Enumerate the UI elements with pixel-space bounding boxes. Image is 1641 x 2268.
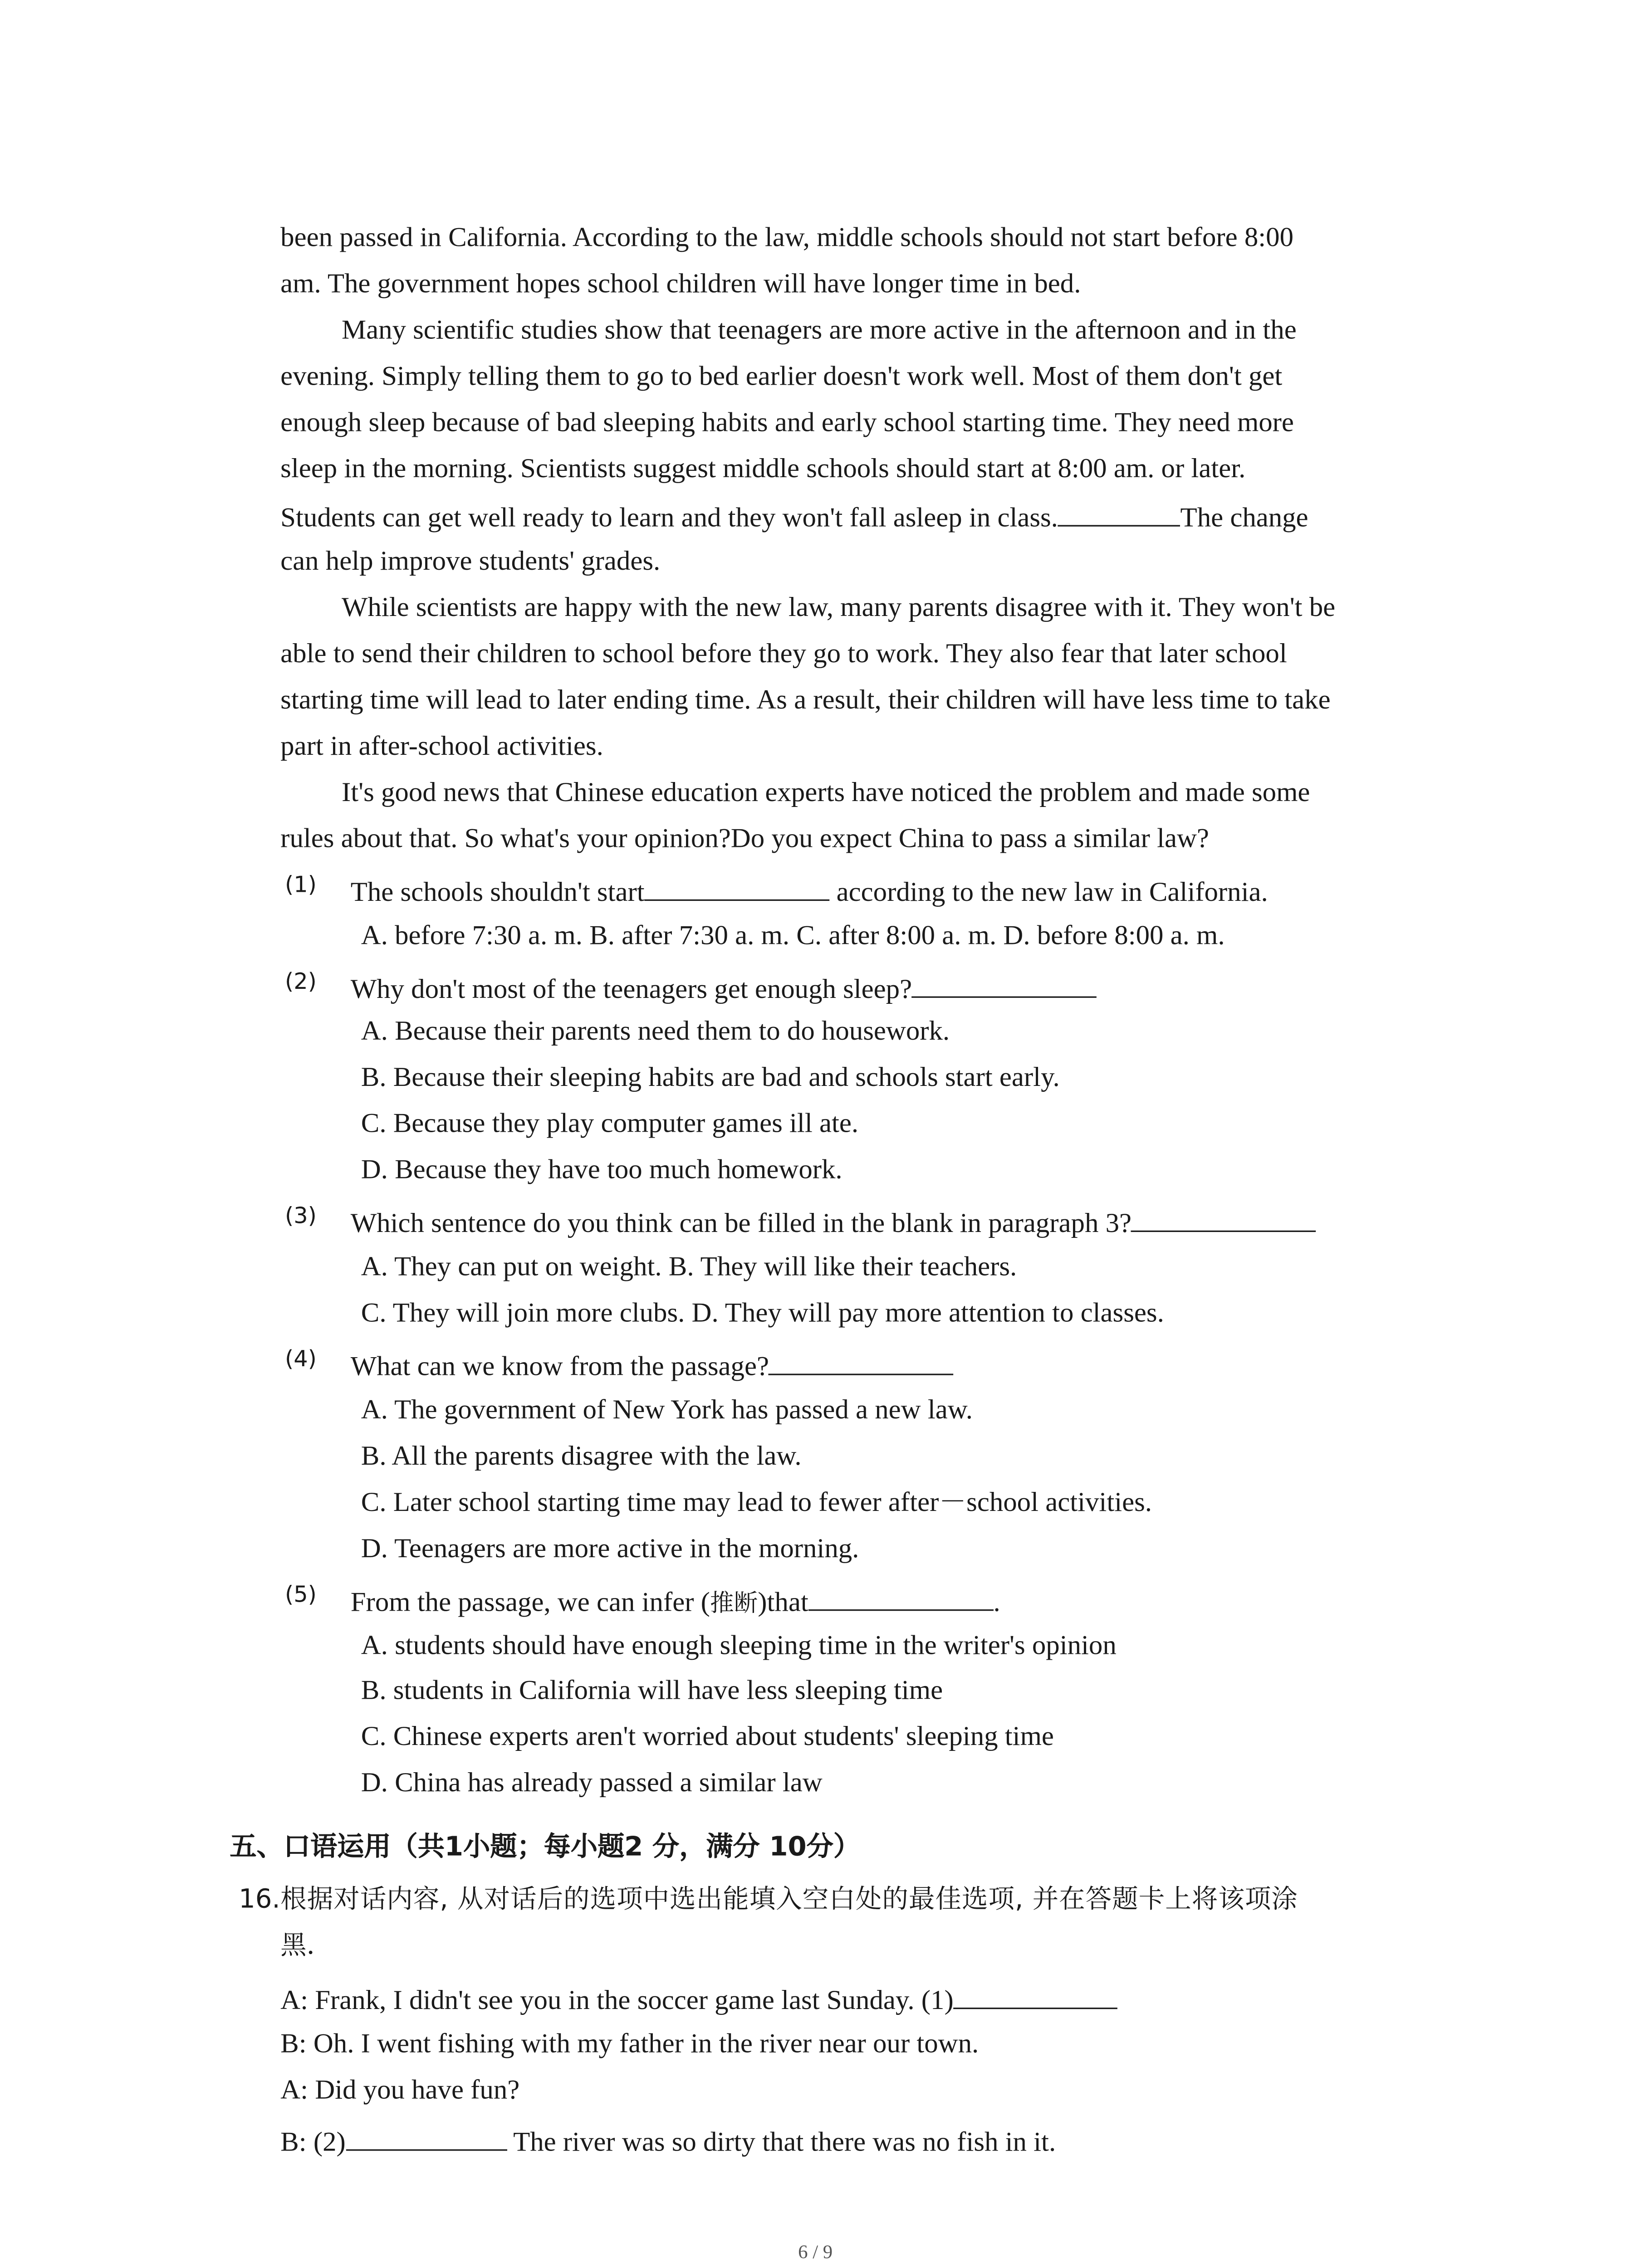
passage-line: sleep in the morning. Scientists suggest middle schools should start at 8:00 am. or later. xyxy=(280,455,1246,485)
dialogue-line: A: Did you have fun? xyxy=(280,2076,520,2106)
question-number: (1) xyxy=(285,871,317,898)
question-text: . xyxy=(993,1588,1000,1618)
answer-blank[interactable] xyxy=(1132,1204,1317,1232)
dialogue-line: B: Oh. I went fishing with my father in the river near our town. xyxy=(280,2030,979,2060)
question-text-chinese: 推断 xyxy=(710,1588,758,1617)
dialogue-text: The river was so dirty that there was no fish in it. xyxy=(506,2128,1056,2159)
option-line: C. Later school starting time may lead to fewer after－school activities. xyxy=(361,1488,1152,1519)
answer-blank[interactable] xyxy=(769,1347,954,1375)
option-line: D. China has already passed a similar law xyxy=(361,1769,823,1799)
passage-line: It's good news that Chinese education experts have noticed the problem and made some xyxy=(341,778,1310,809)
passage-line: part in after-school activities. xyxy=(280,732,603,763)
option-line: A. They can put on weight. B. They will like their teachers. xyxy=(361,1253,1017,1283)
answer-blank[interactable] xyxy=(346,2122,507,2151)
dialogue-text: A: Frank, I didn't see you in the soccer game last Sunday. (1) xyxy=(280,1986,954,2017)
question-number: (3) xyxy=(285,1202,317,1229)
answer-blank[interactable] xyxy=(954,1981,1118,2009)
question-number: (2) xyxy=(285,968,317,995)
dialogue-line xyxy=(280,1981,1117,2019)
question-instruction: 黑． xyxy=(280,1931,333,1961)
question-stem xyxy=(351,1583,1000,1621)
passage-text: The change xyxy=(1180,504,1308,534)
option-line: A. Because their parents need them to do housework. xyxy=(361,1017,950,1047)
option-line: A. before 7:30 a. m. B. after 7:30 a. m. C. after 8:00 a. m. D. before 8:00 a. m. xyxy=(361,922,1225,952)
passage-line: evening. Simply telling them to go to bed earlier doesn't work well. Most of them don't get xyxy=(280,362,1283,392)
question-text: Why don't most of the teenagers get enough sleep? xyxy=(350,975,912,1006)
option-line: A. The government of New York has passed a new law. xyxy=(361,1396,973,1426)
question-stem xyxy=(351,969,1097,1008)
passage-blank xyxy=(1058,498,1181,526)
passage-line: able to send their children to school before they go to work. They also fear that later school xyxy=(280,640,1287,670)
question-text: What can we know from the passage? xyxy=(350,1353,769,1383)
question-text: The schools shouldn't start xyxy=(350,878,645,909)
answer-blank[interactable] xyxy=(912,969,1097,997)
question-stem xyxy=(351,1347,954,1385)
section-heading: 五、口语运用（共1小题；每小题2 分，满分 10分） xyxy=(230,1831,861,1863)
option-line: C. Chinese experts aren't worried about students' sleeping time xyxy=(361,1722,1054,1753)
passage-line: Many scientific studies show that teenagers are more active in the afternoon and in the xyxy=(341,316,1297,346)
question-text: Which sentence do you think can be filled in the blank in paragraph 3? xyxy=(350,1209,1132,1240)
answer-blank[interactable] xyxy=(645,873,830,901)
question-instruction: 根据对话内容, 从对话后的选项中选出能填入空白处的最佳选项, 并在答题卡上将该项涂 xyxy=(280,1885,1298,1916)
answer-blank[interactable] xyxy=(808,1583,994,1611)
page-number: 6 / 9 xyxy=(798,2240,833,2263)
question-number: 16. xyxy=(239,1885,280,1916)
option-line: C. Because they play computer games ill ate. xyxy=(361,1110,859,1140)
question-text: )that xyxy=(758,1588,808,1618)
option-line: A. students should have enough sleeping time in the writer's opinion xyxy=(361,1632,1117,1662)
passage-line: While scientists are happy with the new law, many parents disagree with it. They won't be xyxy=(341,593,1336,624)
passage-line xyxy=(280,498,1308,537)
option-line: D. Because they have too much homework. xyxy=(361,1156,843,1186)
passage-text: Students can get well ready to learn and they won't fall asleep in class. xyxy=(280,504,1058,534)
question-number: (4) xyxy=(285,1345,317,1373)
passage-line: rules about that. So what's your opinion?Do you expect China to pass a similar law? xyxy=(280,825,1209,855)
passage-line: starting time will lead to later ending time. As a result, their children will have less time to take xyxy=(280,686,1331,716)
passage-line: enough sleep because of bad sleeping habits and early school starting time. They need more xyxy=(280,408,1294,439)
option-line: D. Teenagers are more active in the morning. xyxy=(361,1535,859,1565)
option-line: B. students in California will have less sleeping time xyxy=(361,1676,943,1706)
question-text: From the passage, we can infer ( xyxy=(350,1588,710,1618)
question-stem xyxy=(351,1204,1317,1242)
question-number: (5) xyxy=(285,1581,317,1608)
option-line: C. They will join more clubs. D. They will pay more attention to classes. xyxy=(361,1299,1164,1329)
option-line: B. All the parents disagree with the law. xyxy=(361,1442,802,1472)
dialogue-text: B: (2) xyxy=(280,2128,346,2159)
passage-line: been passed in California. According to the law, middle schools should not start before 8:00 xyxy=(280,224,1294,254)
passage-line: am. The government hopes school children will have longer time in bed. xyxy=(280,270,1081,300)
passage-line: can help improve students' grades. xyxy=(280,547,661,577)
dialogue-line xyxy=(280,2122,1056,2161)
option-line: B. Because their sleeping habits are bad and schools start early. xyxy=(361,1063,1060,1094)
question-text: according to the new law in California. xyxy=(829,878,1268,909)
question-stem xyxy=(351,873,1268,911)
